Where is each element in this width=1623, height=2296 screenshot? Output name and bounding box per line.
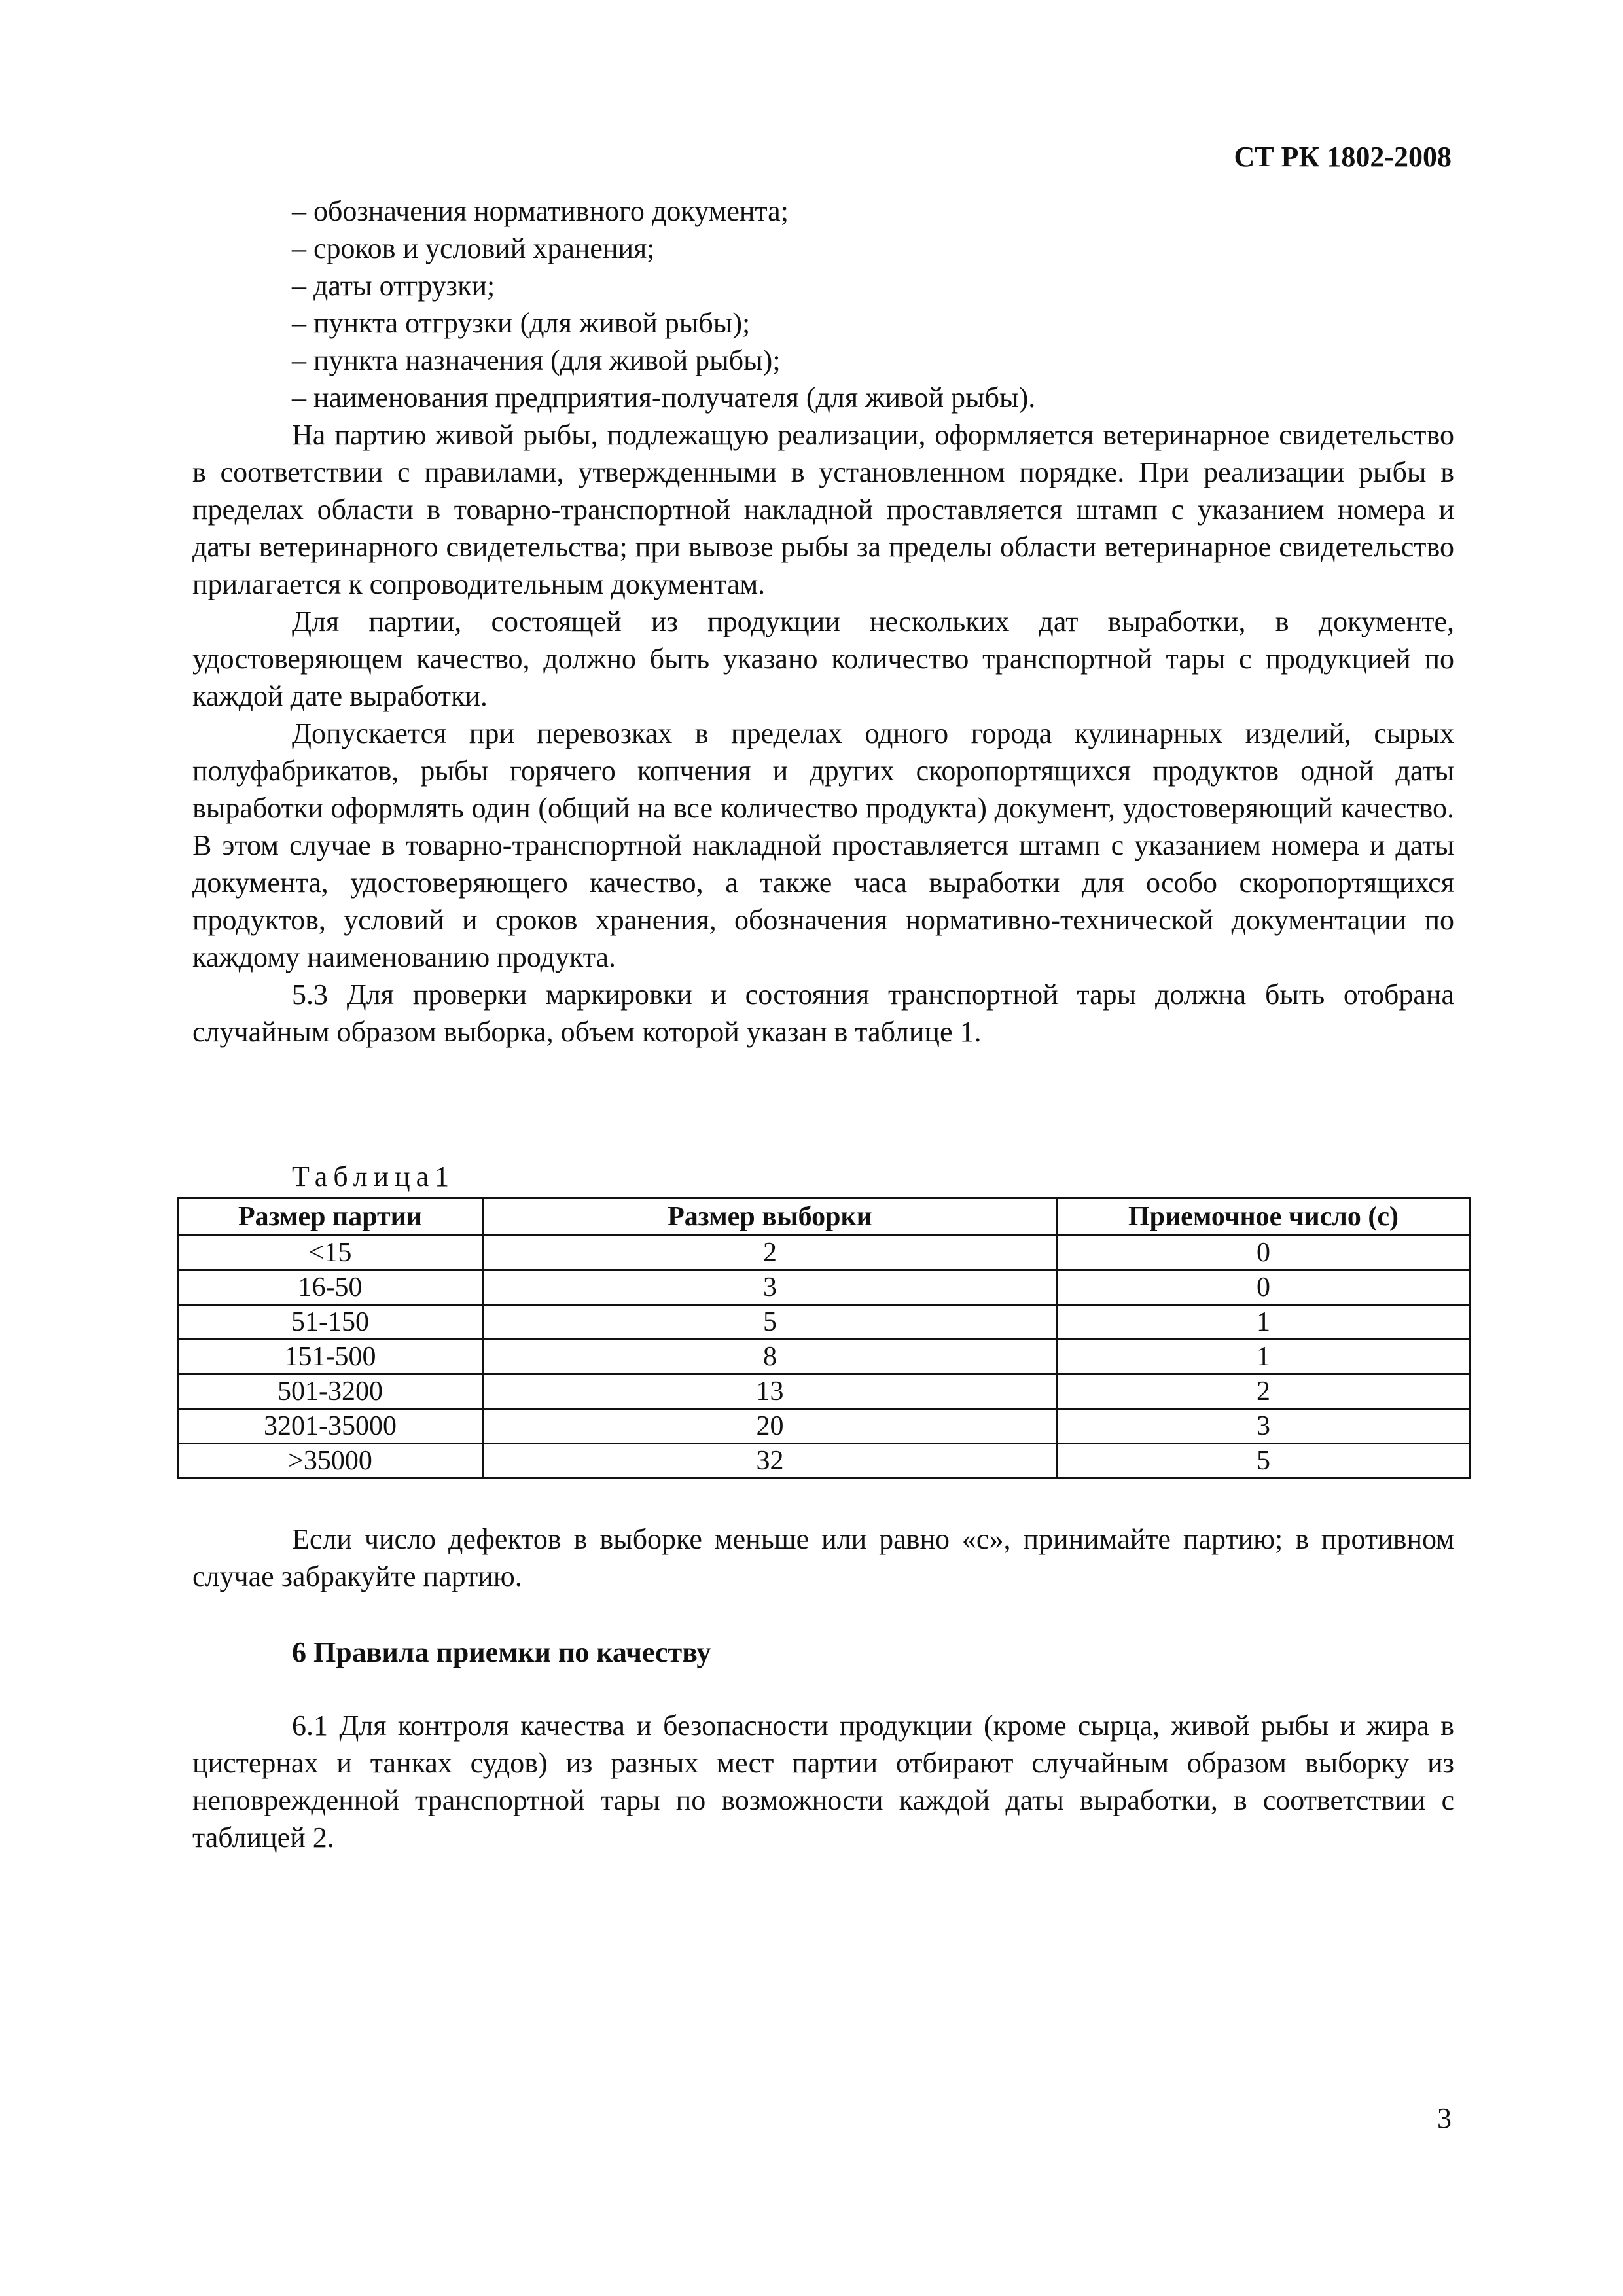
cell-sample-size: 8 [483,1340,1058,1374]
body-section-1 [192,416,1454,1050]
cell-sample-size: 32 [483,1444,1058,1479]
table-row [178,1270,1470,1305]
table-row [178,1340,1470,1374]
cell-lot-size: 501-3200 [178,1374,483,1409]
paragraph-defects-rule: Если число дефектов в выборке меньше или равно «с», принимайте партию; в противном случае забракуйте партию. [192,1523,1454,1592]
paragraph-production-dates: Для партии, состоящей из продукции нескольких дат выработки, в документе, удостоверяющем качество, должно быть указано количество транспортной тары с продукцией по каждой дате выработки. [192,605,1454,712]
table-row [178,1305,1470,1340]
cell-sample-size: 20 [483,1409,1058,1444]
cell-acceptance-number: 2 [1058,1374,1470,1409]
cell-lot-size: <15 [178,1236,483,1270]
cell-sample-size: 2 [483,1236,1058,1270]
cell-acceptance-number: 1 [1058,1340,1470,1374]
section-6-heading: 6 Правила приемки по качеству [292,1636,711,1668]
header-sample-size: Размер выборки [483,1198,1058,1236]
cell-acceptance-number: 0 [1058,1236,1470,1270]
sampling-table [177,1197,1471,1479]
cell-acceptance-number: 5 [1058,1444,1470,1479]
header-lot-size: Размер партии [178,1198,483,1236]
cell-lot-size: 151-500 [178,1340,483,1374]
cell-acceptance-number: 0 [1058,1270,1470,1305]
paragraph-veterinary-certificate: На партию живой рыбы, подлежащую реализации, оформляется ветеринарное свидетельство в соответствии с правилами, утвержденными в установленном порядке. При реализации рыбы в пределах области в товарно-транспортной накладной проставляется штамп с указанием номера и даты ветеринарного свидетельства; при вывозе рыбы за пределы области ветеринарное свидетельство прилагается к сопроводительным документам. [192,419,1454,600]
cell-sample-size: 5 [483,1305,1058,1340]
page-number: 3 [1437,2102,1452,2134]
cell-sample-size: 13 [483,1374,1058,1409]
list-item: – даты отгрузки; [292,270,495,302]
cell-lot-size: 3201-35000 [178,1409,483,1444]
cell-lot-size: >35000 [178,1444,483,1479]
paragraph-6-1: 6.1 Для контроля качества и безопасности продукции (кроме сырца, живой рыбы и жира в цистернах и танках судов) из разных мест партии отбирают случайным образом выборку из неповрежденной транспортной тары по возможности каждой даты выработки, в соответствии с таблицей 2. [192,1710,1454,1854]
table-row [178,1236,1470,1270]
list-item: – пункта отгрузки (для живой рыбы); [292,307,751,339]
cell-acceptance-number: 3 [1058,1409,1470,1444]
cell-sample-size: 3 [483,1270,1058,1305]
body-section-3 [192,1707,1454,1856]
table-caption: Таблица1 [292,1160,455,1193]
table-row [178,1374,1470,1409]
cell-lot-size: 16-50 [178,1270,483,1305]
document-code: СТ РК 1802-2008 [1234,141,1452,173]
list-item: – наименования предприятия-получателя (для живой рыбы). [292,382,1036,414]
cell-lot-size: 51-150 [178,1305,483,1340]
paragraph-city-transport: Допускается при перевозках в пределах одного города кулинарных изделий, сырых полуфабрикатов, рыбы горячего копчения и других скоропортящихся продуктов одной даты выработки оформлять один (общий на все количество продукта) документ, удостоверяющий качество. В этом случае в товарно-транспортной накладной проставляется штамп с указанием номера и даты документа, удостоверяющего качество, а также часа выработки для особо скоропортящихся продуктов, условий и сроков хранения, обозначения нормативно-технической документации по каждому наименованию продукта. [192,717,1454,973]
header-acceptance-number: Приемочное число (c) [1058,1198,1470,1236]
paragraph-5-3: 5.3 Для проверки маркировки и состояния транспортной тары должна быть отобрана случайным образом выборка, объем которой указан в таблице 1. [192,978,1454,1048]
body-section-2 [192,1520,1454,1595]
list-item: – пункта назначения (для живой рыбы); [292,344,781,376]
table-row [178,1409,1470,1444]
cell-acceptance-number: 1 [1058,1305,1470,1340]
requirements-list [292,192,1470,416]
list-item: – сроков и условий хранения; [292,232,655,264]
table-header-row [178,1198,1470,1236]
list-item: – обозначения нормативного документа; [292,195,789,227]
table-row [178,1444,1470,1479]
